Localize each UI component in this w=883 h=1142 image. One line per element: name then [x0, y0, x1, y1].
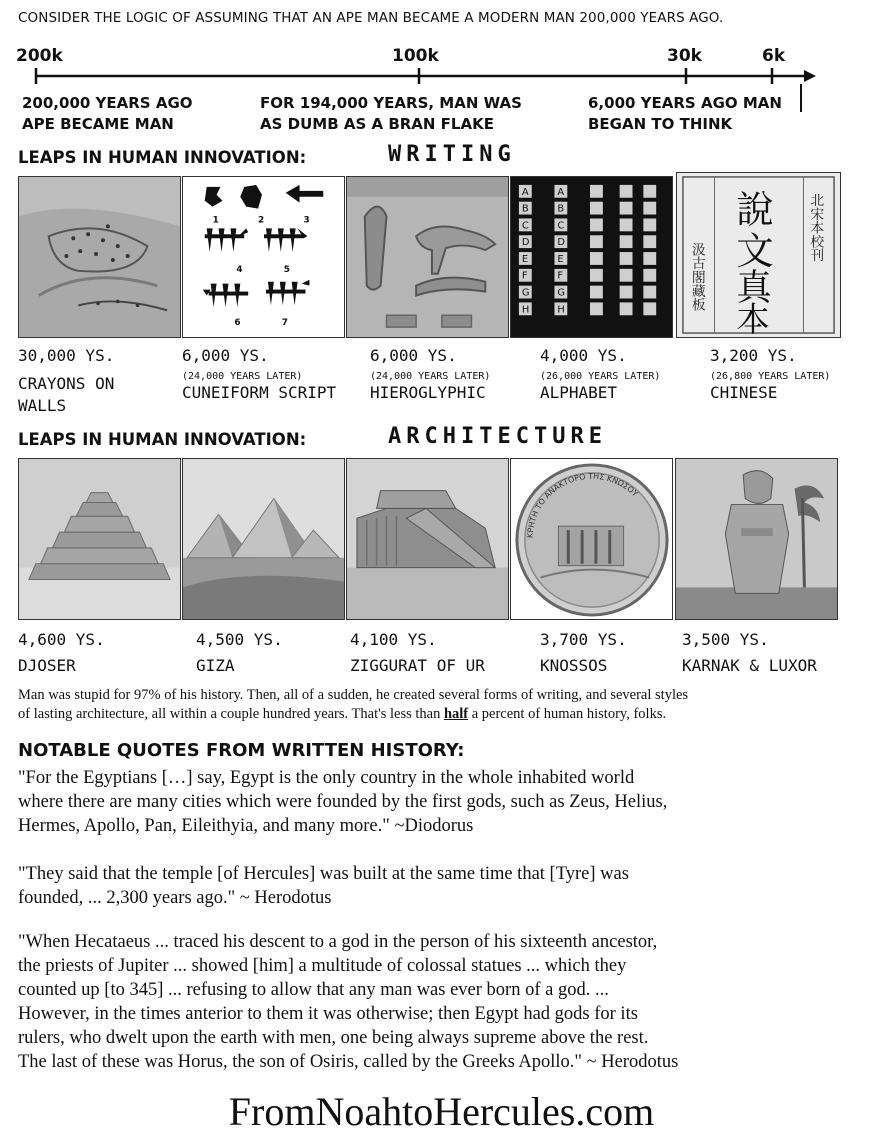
caption-chinese: 3,200 YS. (26,800 YEARS LATER) CHINESE: [710, 346, 831, 402]
caption-karnak: 3,500 YS. KARNAK & LUXOR: [682, 630, 817, 675]
caption-hieroglyphic: 6,000 YS. (24,000 YEARS LATER) HIEROGLYPHIC: [370, 346, 491, 402]
alphabet-tile: [620, 202, 633, 215]
alphabet-letter: G: [521, 287, 530, 299]
tick-200k: 200k: [16, 46, 63, 66]
timeline-note-ape: 200,000 YEARS AGO APE BECAME MAN: [22, 94, 193, 133]
alphabet-tile: [590, 286, 603, 299]
alphabet-letter: A: [557, 186, 565, 198]
cuneiform-number: 6: [234, 318, 241, 329]
chinese-text-icon: [676, 172, 841, 338]
giza-pyramids-icon: [182, 458, 345, 620]
writing-title: WRITING: [388, 142, 516, 167]
alphabet-tile: [590, 269, 603, 282]
alphabet-letter: D: [521, 237, 530, 249]
cuneiform-number: 1: [212, 215, 219, 226]
ziggurat-icon: [346, 458, 509, 620]
alphabet-letter: F: [557, 270, 564, 282]
alphabet-tile: [643, 218, 656, 231]
half-emphasis: half: [443, 706, 469, 722]
timeline: [0, 0, 883, 140]
cuneiform-number: 4: [236, 264, 243, 275]
alphabet-letter: C: [521, 220, 529, 232]
alphabet-tile: [643, 202, 656, 215]
karnak-statue-icon: [675, 458, 838, 620]
alphabet-tile: [590, 302, 603, 315]
alphabet-tile: [620, 235, 633, 248]
timeline-note-think: 6,000 YEARS AGO MAN BEGAN TO THINK: [588, 94, 782, 133]
alphabet-tile: [643, 302, 656, 315]
cuneiform-number: 3: [303, 215, 310, 226]
alphabet-letter: B: [557, 203, 565, 215]
quote-herodotus-hecataeus: "When Hecataeus ... traced his descent to a god in the person of his sixteenth ancestor, the priests of Jupiter ... showed [him] a multitude of colossal statues ... which they counted up [to 345] ... refusing to allow that any man was ever born of a god. ... However, in the times anterior to them it was otherwise; then Egypt had gods for its rulers, who dwelt upon the earth with men, one being always supreme above the rest. The last of these was Horus, the son of Osiris, called by the Greeks Apollo." ~ Herodotus: [18, 932, 679, 1072]
alphabet-letter: C: [557, 220, 565, 232]
alphabet-tile: [643, 252, 656, 265]
site-url: FromNoahtoHercules.com: [228, 1089, 655, 1134]
alphabet-letter: B: [521, 203, 529, 215]
alphabet-tile: [643, 269, 656, 282]
alphabet-letter: D: [557, 237, 566, 249]
tick-30k: 30k: [667, 46, 702, 66]
alphabet-letter: A: [521, 186, 529, 198]
caption-cuneiform: 6,000 YS. (24,000 YEARS LATER) CUNEIFORM SCRIPT: [182, 346, 337, 402]
alphabet-tile: [620, 185, 633, 198]
alphabet-tile: [590, 235, 603, 248]
alphabet-letter: H: [557, 304, 565, 316]
cuneiform-number: 2: [258, 215, 265, 226]
quote-herodotus-tyre: "They said that the temple [of Hercules] was built at the same time that [Tyre] was founded, ... 2,300 years ago." ~ Herodotus: [18, 864, 629, 908]
alphabet-tile: [620, 286, 633, 299]
knossos-coin-icon: [510, 458, 673, 620]
caption-djoser: 4,600 YS. DJOSER: [18, 630, 105, 675]
alphabet-tile: [590, 218, 603, 231]
tick-100k: 100k: [392, 46, 439, 66]
alphabet-letter: F: [521, 270, 528, 282]
alphabet-tile: [620, 302, 633, 315]
alphabet-tile: [620, 269, 633, 282]
caption-alphabet: 4,000 YS. (26,000 YEARS LATER) ALPHABET: [540, 346, 661, 402]
alphabet-letter: H: [521, 304, 530, 316]
step-pyramid-icon: [18, 458, 181, 620]
alphabet-tile: [643, 235, 656, 248]
quotes-heading: NOTABLE QUOTES FROM WRITTEN HISTORY:: [18, 740, 465, 761]
alphabet-chart-icon: [510, 176, 673, 338]
architecture-heading: LEAPS IN HUMAN INNOVATION:: [18, 430, 307, 449]
chinese-glyph: 說: [736, 187, 774, 232]
chinese-glyph: 文: [736, 228, 774, 273]
cuneiform-signs-icon: [182, 176, 345, 338]
cuneiform-number: 5: [283, 264, 290, 275]
alphabet-tile: [590, 202, 603, 215]
caption-crayons: 30,000 YS. CRAYONS ON WALLS: [18, 346, 115, 415]
quote-diodorus: "For the Egyptians […] say, Egypt is the only country in the whole inhabited world where there are many cities which were founded by the first gods, such as Zeus, Helius, Hermes, Apollo, Pan, Eileithyia, and many more." ~Diodorus: [18, 768, 668, 836]
summary-paragraph: Man was stupid for 97% of his history. Then, all of a sudden, he created several forms of writing, and several styles of lasting architecture, all within a couple hundred years. That's less than half a percent of human history, folks.: [18, 687, 689, 722]
alphabet-tile: [620, 252, 633, 265]
alphabet-tile: [643, 286, 656, 299]
alphabet-letter: G: [557, 287, 566, 299]
alphabet-tile: [620, 218, 633, 231]
caption-giza: 4,500 YS. GIZA: [196, 630, 283, 675]
alphabet-tile: [590, 185, 603, 198]
chinese-side-text: 北宋本校刊: [807, 192, 824, 262]
coin-inscription: ΚΡΗΤΗ ΤΟ ΑΝΑΚΤΟΡΟ ΤΗΣ ΚΝΩΣΟΥ: [525, 471, 640, 539]
alphabet-letter: E: [521, 253, 529, 265]
caption-knossos: 3,700 YS. KNOSSOS: [540, 630, 627, 675]
intro-line: CONSIDER THE LOGIC OF ASSUMING THAT AN APE MAN BECAME A MODERN MAN 200,000 YEARS AGO.: [18, 10, 724, 26]
cave-painting-icon: [18, 176, 181, 338]
hieroglyph-relief-icon: [346, 176, 509, 338]
chinese-glyph: 真: [736, 267, 772, 309]
tick-6k: 6k: [762, 46, 786, 66]
alphabet-tile: [643, 185, 656, 198]
caption-ziggurat: 4,100 YS. ZIGGURAT OF UR: [350, 630, 485, 675]
chinese-side-text: 汲古閣藏板: [688, 242, 705, 312]
alphabet-tile: [590, 252, 603, 265]
chinese-glyph: 本: [736, 300, 770, 337]
alphabet-letter: E: [557, 253, 564, 265]
cuneiform-number: 7: [281, 318, 288, 329]
writing-heading: LEAPS IN HUMAN INNOVATION:: [18, 148, 307, 167]
architecture-title: ARCHITECTURE: [388, 424, 607, 449]
timeline-note-dumb: FOR 194,000 YEARS, MAN WAS AS DUMB AS A BRAN FLAKE: [260, 94, 522, 133]
